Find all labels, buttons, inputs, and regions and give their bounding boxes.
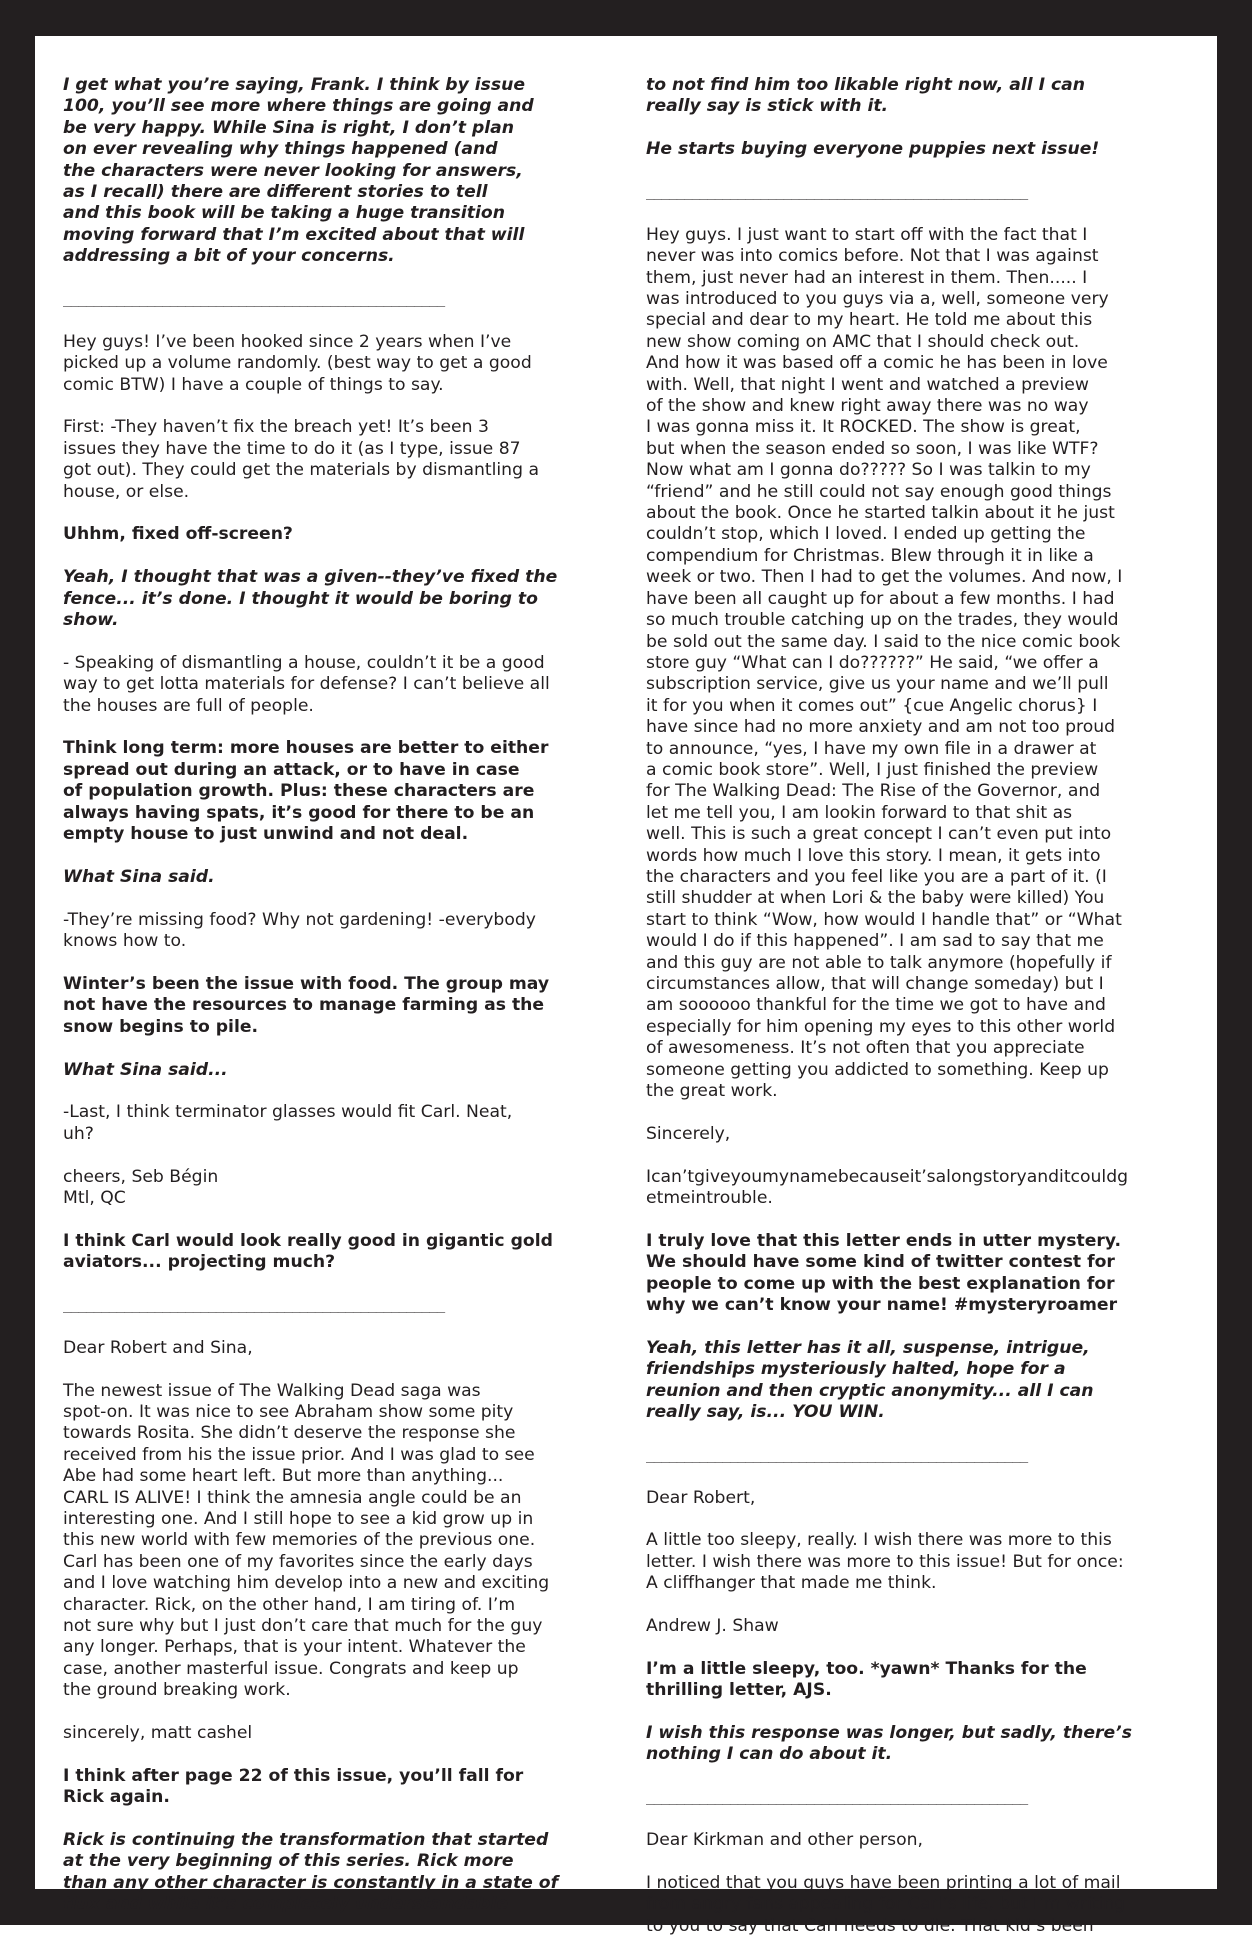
letter-paragraph: The newest issue of The Walking Dead saga was spot-on. It was nice to see Abraham show some pity towards Rosita. She didn’t deserve the response she received from his the issue prior. And I was glad to see Abe had some heart left. But more than anything... CARL IS ALIVE! I think the amnesia angle could be an interesting one. And I still hope to see a kid grow up in this new world with few memories of the previous one. Carl has been one of my favorites since the early days and I love watching him develop into a new and exciting character. Rick, on the other hand, I am tiring of. I’m not sure why but I just don’t care that much for the guy any longer. Perhaps, that is your intent. Whatever the case, another masterful issue. Congrats and keep up the ground breaking work. — [63, 1380, 550, 1701]
editor-reply: I wish this response was longer, but sadly, there’s nothing I can do about it. — [646, 1723, 1132, 1765]
letter-signature: Sincerely, — [646, 1123, 731, 1144]
editor-reply: He starts buying everyone puppies next issue! — [646, 139, 1100, 160]
editor-reply: to not find him too likable right now, all I can really say is stick with it. — [646, 75, 1085, 117]
letter-salutation: Dear Kirkman and other person, — [646, 1830, 923, 1851]
letter-salutation: Dear Robert and Sina, — [63, 1337, 253, 1358]
editor-reply: What Sina said. — [63, 866, 215, 887]
right-column — [646, 75, 1192, 1937]
editor-reply: I think after page 22 of this issue, you’ll fall for Rick again. — [63, 1765, 524, 1808]
editor-reply: I truly love that this letter ends in utter mystery. We should have some kind of twitter contest for people to come up with the best explanation for why we can’t know your name! #mysteryroamer — [646, 1230, 1121, 1316]
editor-reply: What Sina said... — [63, 1059, 228, 1080]
letter-paragraph: -Last, I think terminator glasses would fit Carl. Neat, uh? — [63, 1102, 513, 1144]
left-column — [63, 75, 609, 1916]
editor-reply: I get what you’re saying, Frank. I think by issue 100, you’ll see more where things are going and be very happy. While Sina is right, I don’t plan on ever revealing why things happened (and the characters were never looking for answers, as I recall) there are different stories to tell and this book will be taking a huge transition moving forward that I’m excited about that will addressing a bit of your concerns. — [63, 75, 534, 267]
letter-paragraph: Hey guys! I’ve been hooked since 2 years when I’ve picked up a volume randomly. (best way to get a good comic BTW) I have a couple of things to say. — [63, 331, 532, 395]
letter-signature: Ican’tgiveyoumynamebecauseit’salongstoryanditcouldg etmeintrouble. — [646, 1166, 1129, 1209]
letter-paragraph: A little too sleepy, really. I wish there was more to this letter. I wish there was more to this issue! But for once: A cliffhanger that made me think. — [646, 1530, 1124, 1594]
letter-salutation: Dear Robert, — [646, 1487, 756, 1508]
editor-reply: Uhhm, fixed off-screen? — [63, 524, 293, 545]
letter-separator: __________________________________________________ — [646, 1789, 1028, 1806]
letter-signature: cheers, Seb Bégin Mtl, QC — [63, 1166, 219, 1208]
letter-paragraph: Hey guys. I just want to start off with the fact that I never was into comics before. Not that I was against them, just never had an interest in them. Then..... I was introduced to you guys via a, well, someone very special and dear to my heart. He told me about this new show coming on AMC that I should check out. And how it was based off a comic he has been in love with. Well, that night I went and watched a preview of the show and knew right away there was no way I was gonna miss it. It ROCKED. The show is great, but when the season ended so soon, I was like WTF? Now what am I gonna do????? So I was talkin to my “friend” and he still could not say enough good things about the book. Once he started talkin about it he just couldn’t stop, which I loved. I ended up getting the compendium for Christmas. Blew through it in like a week or two. Then I had to get the volumes. And now, I have been all caught up for about a few months. I had so much trouble catching up on the trades, they would be sold out the same day. I said to the nice comic book store guy “What can I do??????” He said, “we offer a subscription service, give us your name and we’ll pull it for you when it comes out” {cue Angelic chorus} I have since had no more anxiety and am not too proud to announce, “yes, I have my own file in a drawer at a comic book store”. Well, I just finished the preview for The Walking Dead: The Rise of the Governor, and let me tell you, I am lookin forward to that shit as well. This is such a great concept I can’t even put into words how much I love this story. I mean, it gets into the characters and you feel like you are a part of it. (I still shudder at when Lori & the baby were killed) You start to think “Wow, how would I handle that” or “What would I do if this happened”. I am sad to say that me and this guy are not able to talk anymore (hopefully if circumstances allow, that will change someday) but I am soooooo thankful for the time we got to have and especially for him opening my eyes to this other world of awesomeness. It’s not often that you appreciate someone getting you addicted to something. Keep up the great work. — [646, 224, 1123, 1102]
letter-paragraph: -They’re missing food? Why not gardening! -everybody knows how to. — [63, 909, 536, 952]
letter-separator: __________________________________________________ — [63, 291, 445, 308]
editor-reply: Yeah, I thought that was a given--they’ve fixed the fence... it’s done. I thought it would be boring to show. — [63, 567, 558, 631]
letter-separator: __________________________________________________ — [646, 184, 1028, 200]
editor-reply: I’m a little sleepy, too. *yawn* Thanks for the thrilling letter, AJS. — [646, 1658, 1087, 1701]
letter-separator: __________________________________________________ — [646, 1446, 1028, 1463]
letter-paragraph: - Speaking of dismantling a house, couldn’t it be a good way to get lotta materials for defense? I can’t believe all the houses are full of people. — [63, 652, 550, 716]
editor-reply: Rick is continuing the transformation that started at the very beginning of this series. Rick more than any other character is constantly in a state of flux and while it’s completely understandable — [63, 1830, 559, 1915]
letter-separator: __________________________________________________ — [63, 1296, 445, 1313]
letter-paragraph: First: -They haven’t fix the breach yet! It’s been 3 issues they have the time to do it (as I type, issue 87 got out). They could get the materials by dismantling a house, or else. — [63, 417, 539, 502]
editor-reply: Winter’s been the issue with food. The group may not have the resources to manage farming as the snow begins to pile. — [63, 973, 550, 1037]
editor-reply: Think long term: more houses are better to either spread out during an attack, or to have in case of population growth. Plus: these characters are always having spats, it’s good for there to be an empty house to just unwind and not deal. — [63, 738, 549, 845]
editor-reply: I think Carl would look really good in gigantic gold aviators... projecting much? — [63, 1230, 553, 1273]
letter-signature: sincerely, matt cashel — [63, 1723, 253, 1743]
letter-paragraph: I noticed that you guys have been printing a lot of mail from angry fans appealing for Carl’s life, but I’m writing to you to say that Carl needs to die. That kid’s been — [646, 1872, 1126, 1936]
letter-signature: Andrew J. Shaw — [646, 1616, 779, 1637]
editor-reply: Yeah, this letter has it all, suspense, intrigue, friendships mysteriously halted, hope for a reunion and then cryptic anonymity... all I can really say, is... YOU WIN. — [646, 1337, 1094, 1423]
